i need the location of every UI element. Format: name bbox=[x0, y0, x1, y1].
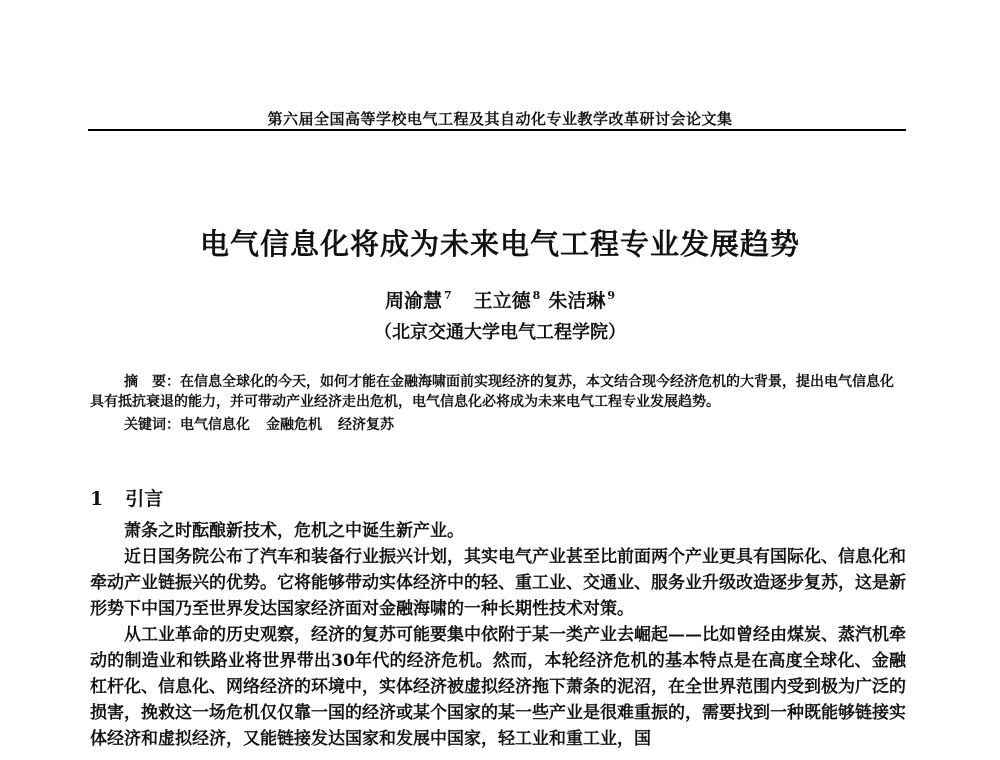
paper-title: 电气信息化将成为未来电气工程专业发展趋势 bbox=[199, 227, 800, 261]
header-rule bbox=[88, 129, 906, 131]
keyword: 电气信息化 bbox=[180, 417, 250, 433]
body-paragraph: 近日国务院公布了汽车和装备行业振兴计划，其实电气产业甚至比前面两个产业更具有国际化、信息化和牵动产业链振兴的优势。它将能够带动实体经济中的轻、重工业、交通业、服务业升级改造逐步复苏，这是新形势下中国乃至世界发达国家经济面对金融海啸的一种长期性技术对策。 bbox=[90, 547, 906, 619]
running-header: 第六届全国高等学校电气工程及其自动化专业教学改革研讨会论文集 bbox=[267, 110, 733, 128]
body-paragraph: 从工业革命的历史观察，经济的复苏可能要集中依附于某一类产业去崛起——比如曾经由煤炭、蒸汽机牵动的制造业和铁路业将世界带出30年代的经济危机。然而，本轮经济危机的基本特点是在高度全球化、金融杠杆化、信息化、网络经济的环境中，实体经济被虚拟经济拖下萧条的泥沼，在全世界范围内受到极为广泛的损害，挽救这一场危机仅仅靠一国的经济或某个国家的某一些产业是很难重振的，需要找到一种既能够链接实体经济和虚拟经济，又能链接发达国家和发展中国家，轻工业和重工业，国 bbox=[90, 625, 906, 749]
author-affiliation-mark: 9 bbox=[607, 289, 615, 302]
section-heading bbox=[90, 484, 163, 511]
body-paragraph: 萧条之时酝酿新技术，危机之中诞生新产业。 bbox=[124, 521, 464, 541]
keyword: 经济复苏 bbox=[338, 417, 394, 433]
abstract-text: 在信息全球化的今天，如何才能在金融海啸面前实现经济的复苏，本文结合现今经济危机的大背景，提出电气信息化具有抵抗衰退的能力，并可带动产业经济走出危机，电气信息化必将成为未来电气工程专业发展趋势。 bbox=[90, 374, 894, 410]
author-list bbox=[0, 286, 1000, 313]
section-number: 1 bbox=[90, 488, 104, 510]
author-affiliation-mark: 8 bbox=[532, 289, 541, 302]
keyword: 金融危机 bbox=[266, 417, 322, 433]
keywords bbox=[124, 414, 410, 434]
abstract-label: 摘 要： bbox=[124, 374, 180, 390]
section-body bbox=[90, 518, 906, 752]
author-affiliation-mark: 7 bbox=[444, 289, 452, 302]
abstract bbox=[90, 372, 906, 412]
author-name: 周渝慧 bbox=[384, 290, 442, 312]
affiliation: （北京交通大学电气工程学院） bbox=[374, 322, 626, 343]
author-name: 朱洁琳 bbox=[548, 290, 606, 312]
author-name: 王立德 bbox=[473, 290, 531, 312]
section-title: 引言 bbox=[125, 488, 164, 510]
keywords-label: 关键词： bbox=[124, 417, 180, 433]
